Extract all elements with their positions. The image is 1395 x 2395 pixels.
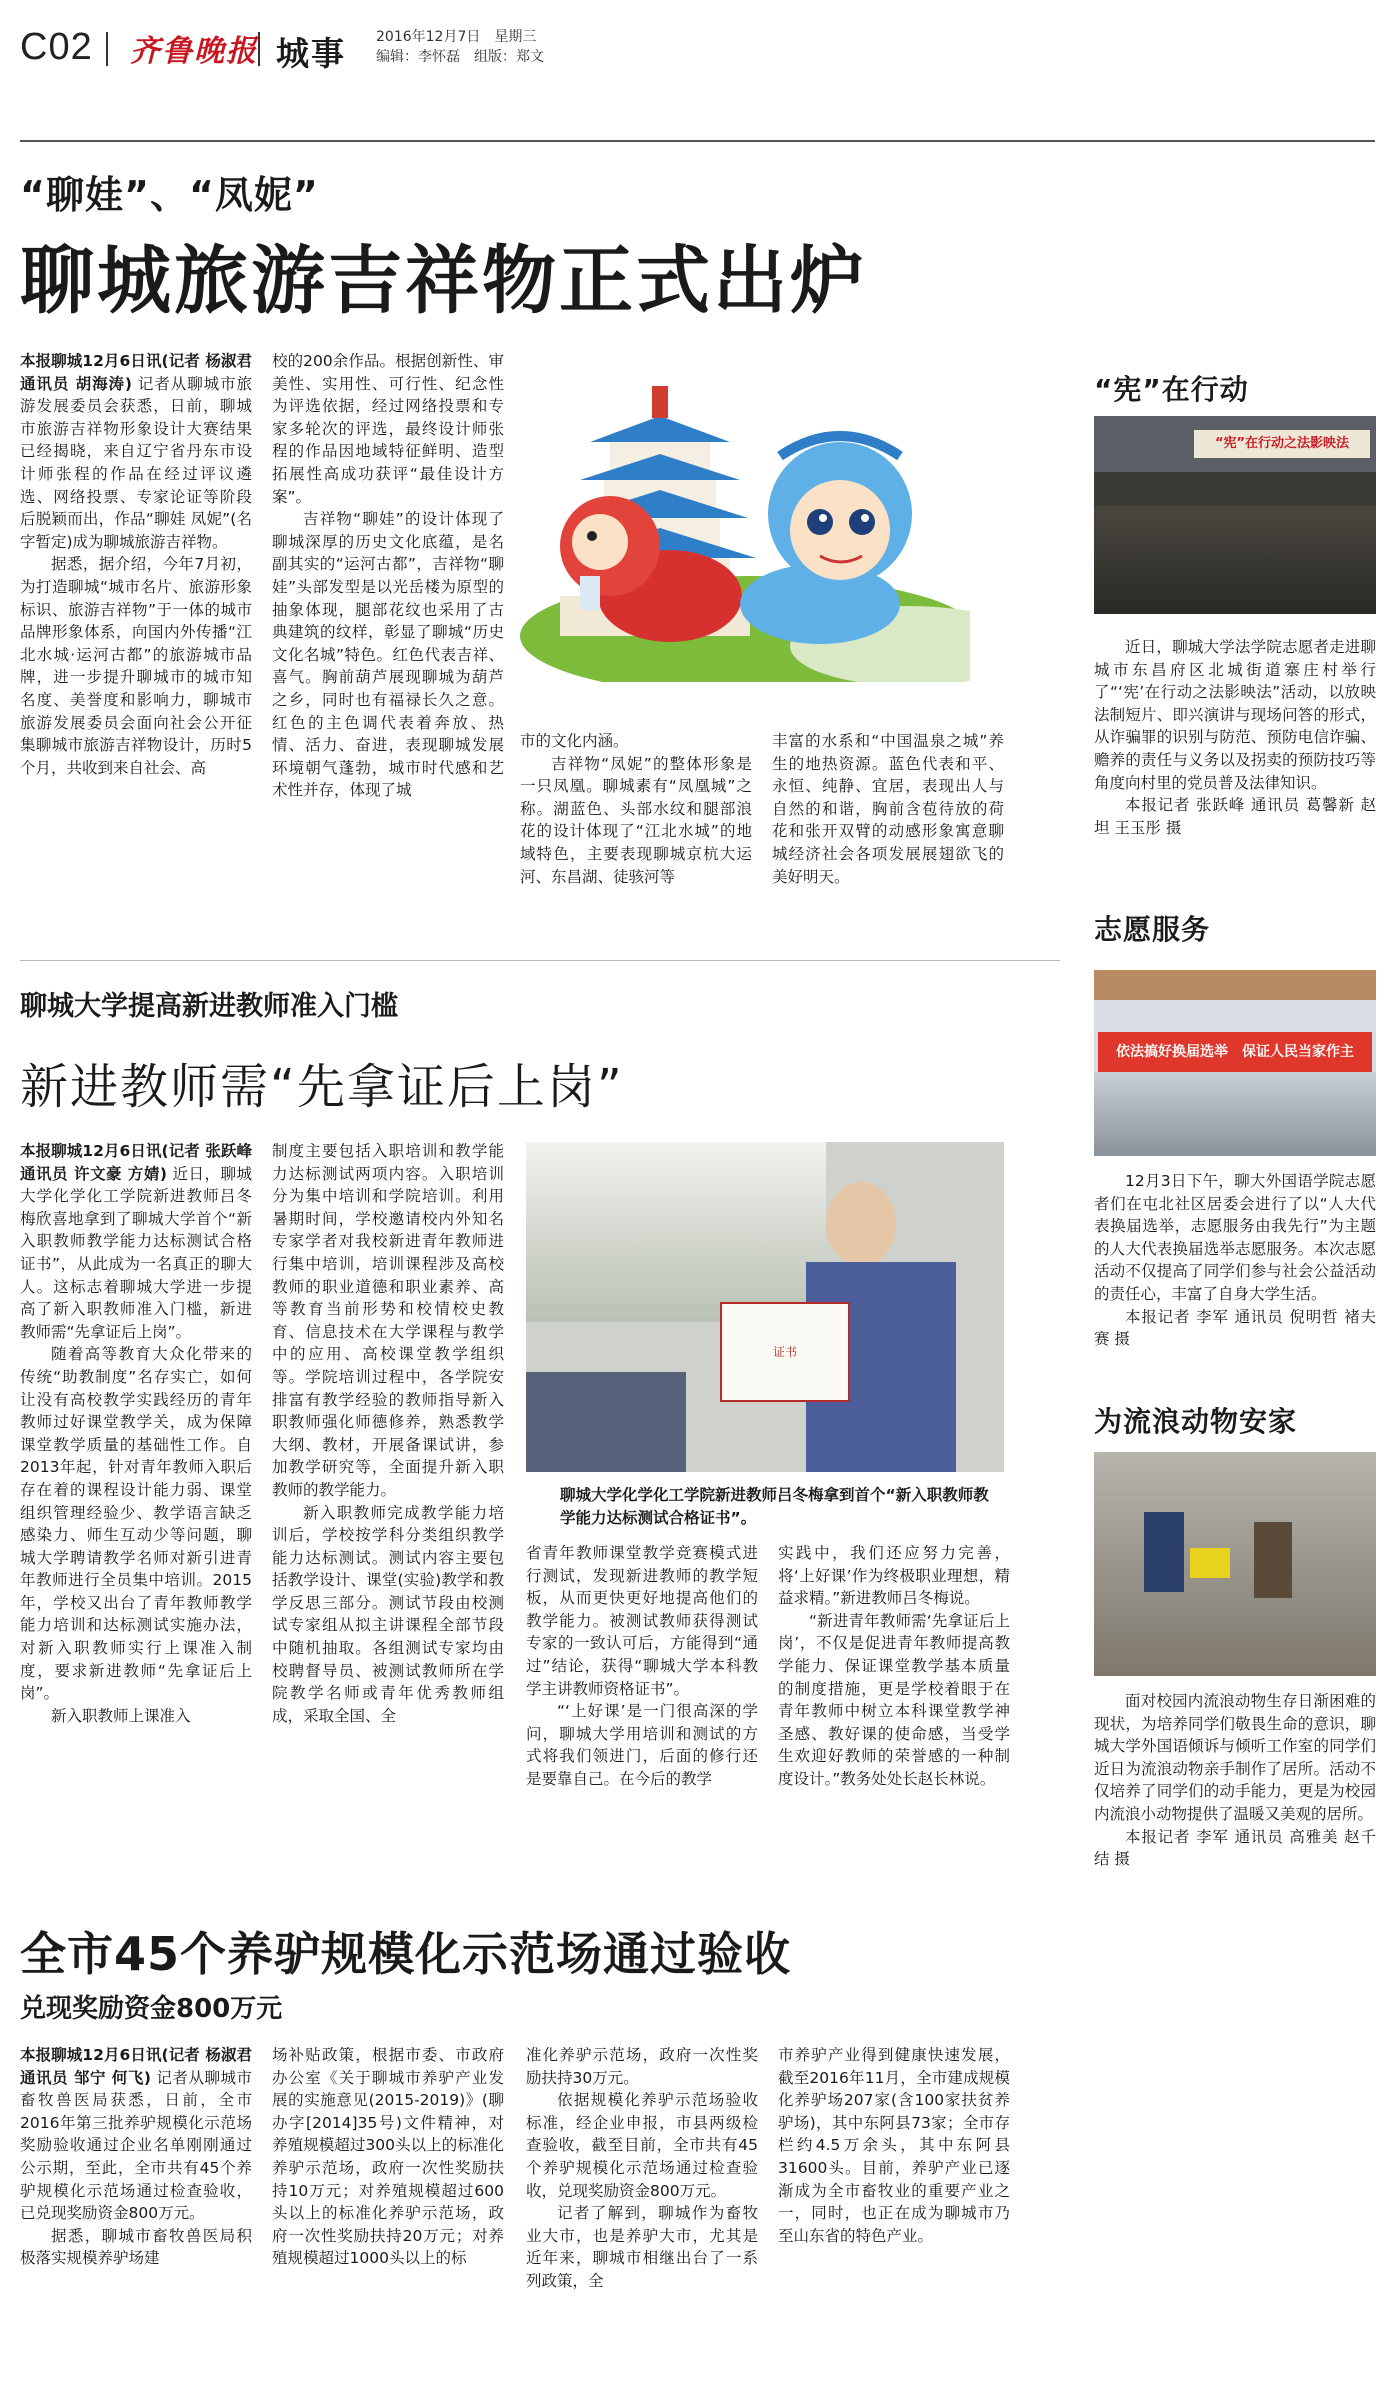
side3-text: [1094, 1690, 1376, 1871]
paragraph: 依据规模化养驴示范场验收标准，经企业申报，市县两级检查验收，截至目前，全市共有45个养驴规模化示范场通过检查验收，兑现奖励资金800万元。: [526, 2091, 758, 2200]
story2-kicker: 聊城大学提高新进教师准入门槛: [20, 991, 398, 1022]
story2-column-1: [20, 1140, 252, 1727]
story2-caption: 聊城大学化学化工学院新进教师吕冬梅拿到首个“新入职教师教学能力达标测试合格证书”。: [560, 1486, 989, 1527]
newspaper-logo: 齐鲁晚报: [130, 34, 258, 69]
student-figure: [1254, 1522, 1292, 1598]
story2-photo: [526, 1142, 1004, 1472]
side1-text: [1094, 636, 1376, 839]
student-figure: [1144, 1512, 1184, 1592]
paragraph: 省青年教师课堂教学竞赛模式进行测试，发现新进教师的教学短板，从而更快更好地提高他们的教学能力。被测试教师获得测试专家的一致认可后，方能得到“通过”结论，获得“聊城大学本科教学主讲教师资格证书”。: [526, 1544, 758, 1698]
mascot-fengni: [740, 436, 912, 644]
paragraph: 本报聊城12月6日讯(记者 杨淑君 通讯员 胡海涛) 记者从聊城市旅游发展委员会获悉，日前，聊城市旅游吉祥物形象设计大赛结果已经揭晓，来自辽宁省丹东市设计师张程的作品在经过评议遴选、网络投票、专家论证等阶段后脱颖而出，作品“聊娃 凤妮”(名字暂定)成为聊城旅游吉祥物。: [20, 352, 252, 551]
header-divider: [106, 32, 108, 66]
paragraph: 记者了解到，聊城作为畜牧业大市，也是养驴大市，尤其是近年来，聊城市相继出台了一系列政策，全: [526, 2204, 758, 2290]
photo-credit: 本报记者 李军 通讯员 高雅美 赵千结 摄: [1094, 1827, 1376, 1869]
story3-column-3: [526, 2044, 758, 2293]
story3-subhead: 兑现奖励资金800万元: [20, 1994, 283, 2024]
paragraph: 市的文化内涵。: [520, 732, 629, 750]
story2-column-4: [778, 1542, 1010, 1791]
story2-column-3: [526, 1542, 758, 1791]
story1-headline: 聊城旅游吉祥物正式出炉: [20, 238, 867, 324]
paragraph: 吉祥物“聊娃”的设计体现了聊城深厚的历史文化底蕴，是名副其实的“运河古都”，吉祥物“聊娃”头部发型是以光岳楼为原型的抽象体现，腿部花纹也采用了古典建筑的纹样，彰显了聊城“历史文化名城”特色。红色代表吉祥、喜气。胸前葫芦展现聊城为葫芦之乡，同时也有福禄长久之意。红色的主色调代表着奔放、热情、活力、奋进，表现聊城发展环境朝气蓬勃，城市时代感和艺术性并存，体现了城: [272, 510, 504, 800]
paragraph: 实践中，我们还应努力完善，将‘上好课’作为终极职业理想，精益求精。”新进教师吕冬梅说。: [778, 1544, 1010, 1608]
paragraph: 据悉，聊城市畜牧兽医局积极落实规模养驴场建: [20, 2226, 252, 2268]
story2-headline: 新进教师需“先拿证后上岗”: [20, 1059, 624, 1115]
paragraph: 随着高等教育大众化带来的传统“助教制度”名存实亡，如何让没有高校教学实践经历的青年教师过好课堂教学关，成为保障课堂教学质量的基础性工作。自2013年起，针对青年教师入职后存在着的课程设计能力弱、课堂组织管理经验少、教学语言缺乏感染力、师生互动少等问题，聊城大学聘请教学名师对新引进青年教师进行全员集中培训。2015年，学校又出台了青年教师教学能力培训和达标测试实施办法，对新入职教师实行上课准入制度，要求新进教师“先拿证后上岗”。: [20, 1345, 252, 1703]
story3-column-2: [272, 2044, 504, 2270]
animal-house: [1190, 1548, 1230, 1578]
photo-credit: 本报记者 张跃峰 通讯员 葛馨新 赵坦 王玉彤 摄: [1094, 796, 1376, 837]
story1-column-4: [772, 730, 1004, 888]
person-foreground: [526, 1372, 686, 1472]
paragraph: 制度主要包括入职培训和教学能力达标测试两项内容。入职培训分为集中培训和学院培训。利用暑期时间，学校邀请校内外知名专家学者对我校新进青年教师进行集中培训，培训课程涉及高校教师的职业道德和职业素养、高等教育当前形势和校情校史教育、信息技术在大学课程与教学中的应用、高校课堂教学组织等。学院培训过程中，各学院安排富有教学经验的教师指导新入职教师强化师德修养，熟悉教学大纲、教材，开展备课试讲，参加教学研究等，全面提升新入职教师的教学能力。: [272, 1142, 504, 1499]
side1-title: “宪”在行动: [1094, 373, 1249, 406]
paragraph: 市养驴产业得到健康快速发展，截至2016年11月，全市建成规模化养驴场207家(含100家扶贫养驴场)，其中东阿县73家；全市存栏约4.5万余头，其中东阿县31600头。目前，养驴产业已逐渐成为全市畜牧业的重要产业之一，同时，也正在成为聊城市乃至山东省的特色产业。: [778, 2046, 1010, 2245]
teacher-face: [826, 1182, 896, 1266]
side3-photo: [1094, 1452, 1376, 1676]
paragraph: 面对校园内流浪动物生存日渐困难的现状，为培养同学们敬畏生命的意识，聊城大学外国语倾诉与倾听工作室的同学们近日为流浪动物亲手制作了居所。活动不仅培养了同学们的动手能力，更是为校园内流浪小动物提供了温暖又美观的居所。: [1094, 1692, 1376, 1823]
certificate-icon: 证书: [720, 1302, 850, 1402]
issue-date: 2016年12月7日 星期三: [376, 29, 537, 45]
page-code: C02: [20, 26, 93, 68]
story3-column-1: [20, 2044, 252, 2270]
side2-photo-people: [1094, 1072, 1376, 1156]
paragraph: 准化养驴示范场，政府一次性奖励扶持30万元。: [526, 2046, 758, 2087]
paragraph: 本报聊城12月6日讯(记者 杨淑君 通讯员 邹宁 何飞) 记者从聊城市畜牧兽医局获悉，日前，全市2016年第三批养驴规模化示范场奖励验收通过企业名单刚刚通过公示期，至此，全市共有45个养驴规模化示范场通过检查验收，已兑现奖励资金800万元。: [20, 2046, 252, 2223]
paragraph: 本报聊城12月6日讯(记者 张跃峰 通讯员 许文豪 方婧) 近日，聊城大学化学化工学院新进教师吕冬梅欣喜地拿到了聊城大学首个“新入职教师教学能力达标测试合格证书”，从此成为一名真正的聊大人。这标志着聊城大学进一步提高了新入职教师准入门槛，新进教师需“先拿证后上岗”。: [20, 1142, 252, 1341]
story1-column-3: [520, 730, 752, 888]
paragraph: 据悉，据介绍，今年7月初，为打造聊城“城市名片、旅游形象标识、旅游吉祥物”于一体的城市品牌形象体系，向国内外传播“江北水城·运河古都”的旅游城市品牌，进一步提升聊城市的城市知名度、美誉度和影响力，聊城市旅游发展委员会面向社会公开征集聊城市旅游吉祥物设计，历时5个月，共收到来自社会、高: [20, 555, 252, 777]
side1-photo: [1094, 416, 1376, 614]
paragraph: 场补贴政策，根据市委、市政府办公室《关于聊城市养驴产业发展的实施意见(2015-2019)》(聊办字[2014]35号)文件精神，对养殖规模超过300头以上的标准化养驴示范场，政府一次性奖励扶持10万元；对养殖规模超过600头以上的标准化养驴示范场，政府一次性奖励扶持20万元；对养殖规模超过1000头以上的标: [272, 2046, 504, 2268]
side2-photo-building: [1094, 970, 1376, 1000]
side3-title: 为流浪动物安家: [1094, 1405, 1298, 1438]
header-divider: [258, 32, 260, 66]
side2-photo: [1094, 970, 1376, 1156]
side1-photo-banner: “宪”在行动之法影映法: [1194, 430, 1370, 458]
paragraph: 校的200余作品。根据创新性、审美性、实用性、可行性、纪念性为评选依据，经过网络投票和专家多轮次的评选，最终设计师张程的作品因地域特征鲜明、造型拓展性高成功获评“最佳设计方案”。: [272, 352, 504, 506]
section-title: 城事: [276, 34, 346, 73]
paragraph: “‘上好课’是一门很高深的学问，聊城大学用培训和测试的方式将我们领进门，后面的修行还是要靠自己。在今后的教学: [526, 1702, 758, 1788]
side2-photo-banner: 依法搞好换届选举 保证人民当家作主: [1098, 1032, 1372, 1072]
side2-title: 志愿服务: [1094, 913, 1211, 946]
paragraph: 吉祥物“凤妮”的整体形象是一只凤凰。聊城素有“凤凰城”之称。湖蓝色、头部水纹和腿部浪花的设计体现了“江北水城”的地域特色，主要表现聊城京杭大运河、东昌湖、徒骇河等: [520, 754, 752, 886]
paragraph: 近日，聊城大学法学院志愿者走进聊城市东昌府区北城街道寨庄村举行了“‘宪’在行动之法影映法”活动，以放映法制短片、即兴演讲与现场问答的形式，从诈骗罪的识别与防范、预防电信诈骗、赡养的责任与义务以及拐卖的预防技巧等角度向村里的党员普及法律知识。: [1094, 638, 1376, 792]
story1-column-1: [20, 350, 252, 779]
paragraph: “新进青年教师需‘先拿证后上岗’，不仅是促进青年教师提高教学能力、保证课堂教学基本质量的制度措施，更是学校着眼于在青年教师中树立本科课堂教学神圣感、教好课的使命感，当受学生欢迎好教师的荣誉感的一种制度设计。”教务处处长赵长林说。: [778, 1611, 1010, 1788]
editors-line: 编辑：李怀磊 组版：郑文: [376, 49, 544, 65]
story3-column-4: [778, 2044, 1010, 2247]
paragraph: 12月3日下午，聊大外国语学院志愿者们在屯北社区居委会进行了以“人大代表换届选举，志愿服务由我先行”为主题的人大代表换届选举志愿服务。本次志愿活动不仅提高了同学们参与社会公益活动的责任心，丰富了自身大学生活。: [1094, 1172, 1376, 1303]
story1-column-2: [272, 350, 504, 802]
photo-credit: 本报记者 李军 通讯员 倪明哲 褚夫赛 摄: [1094, 1307, 1376, 1349]
section-rule: [20, 960, 1060, 961]
side2-text: [1094, 1170, 1376, 1351]
side1-photo-audience: [1094, 506, 1376, 614]
paragraph: 丰富的水系和“中国温泉之城”养生的地热资源。蓝色代表和平、永恒、纯静、宜居，表现出人与自然的和谐，胸前含苞待放的荷花和张开双臂的动感形象寓意聊城经济社会各项发展展翅欲飞的美好明天。: [772, 732, 1004, 886]
mascot-svg: [520, 346, 970, 682]
story1-kicker: “聊娃”、“凤妮”: [20, 173, 319, 217]
story3-headline: 全市45个养驴规模化示范场通过验收: [20, 1927, 792, 1981]
paragraph: 新入职教师上课准入: [51, 1706, 191, 1725]
story2-column-2: [272, 1140, 504, 1727]
mascot-illustration: [520, 346, 970, 682]
window-background: [526, 1142, 826, 1322]
header-rule: [20, 140, 1375, 142]
paragraph: 新入职教师完成教学能力培训后，学校按学科分类组织教学能力达标测试。测试内容主要包括教学设计、课堂(实验)教学和教学反思三部分。测试节段由校测试专家组从拟主讲课程全部节段中随机抽取。各组测试专家均由校聘督导员、被测试教师所在学院教学名师或青年优秀教师组成，采取全国、全: [272, 1503, 504, 1725]
